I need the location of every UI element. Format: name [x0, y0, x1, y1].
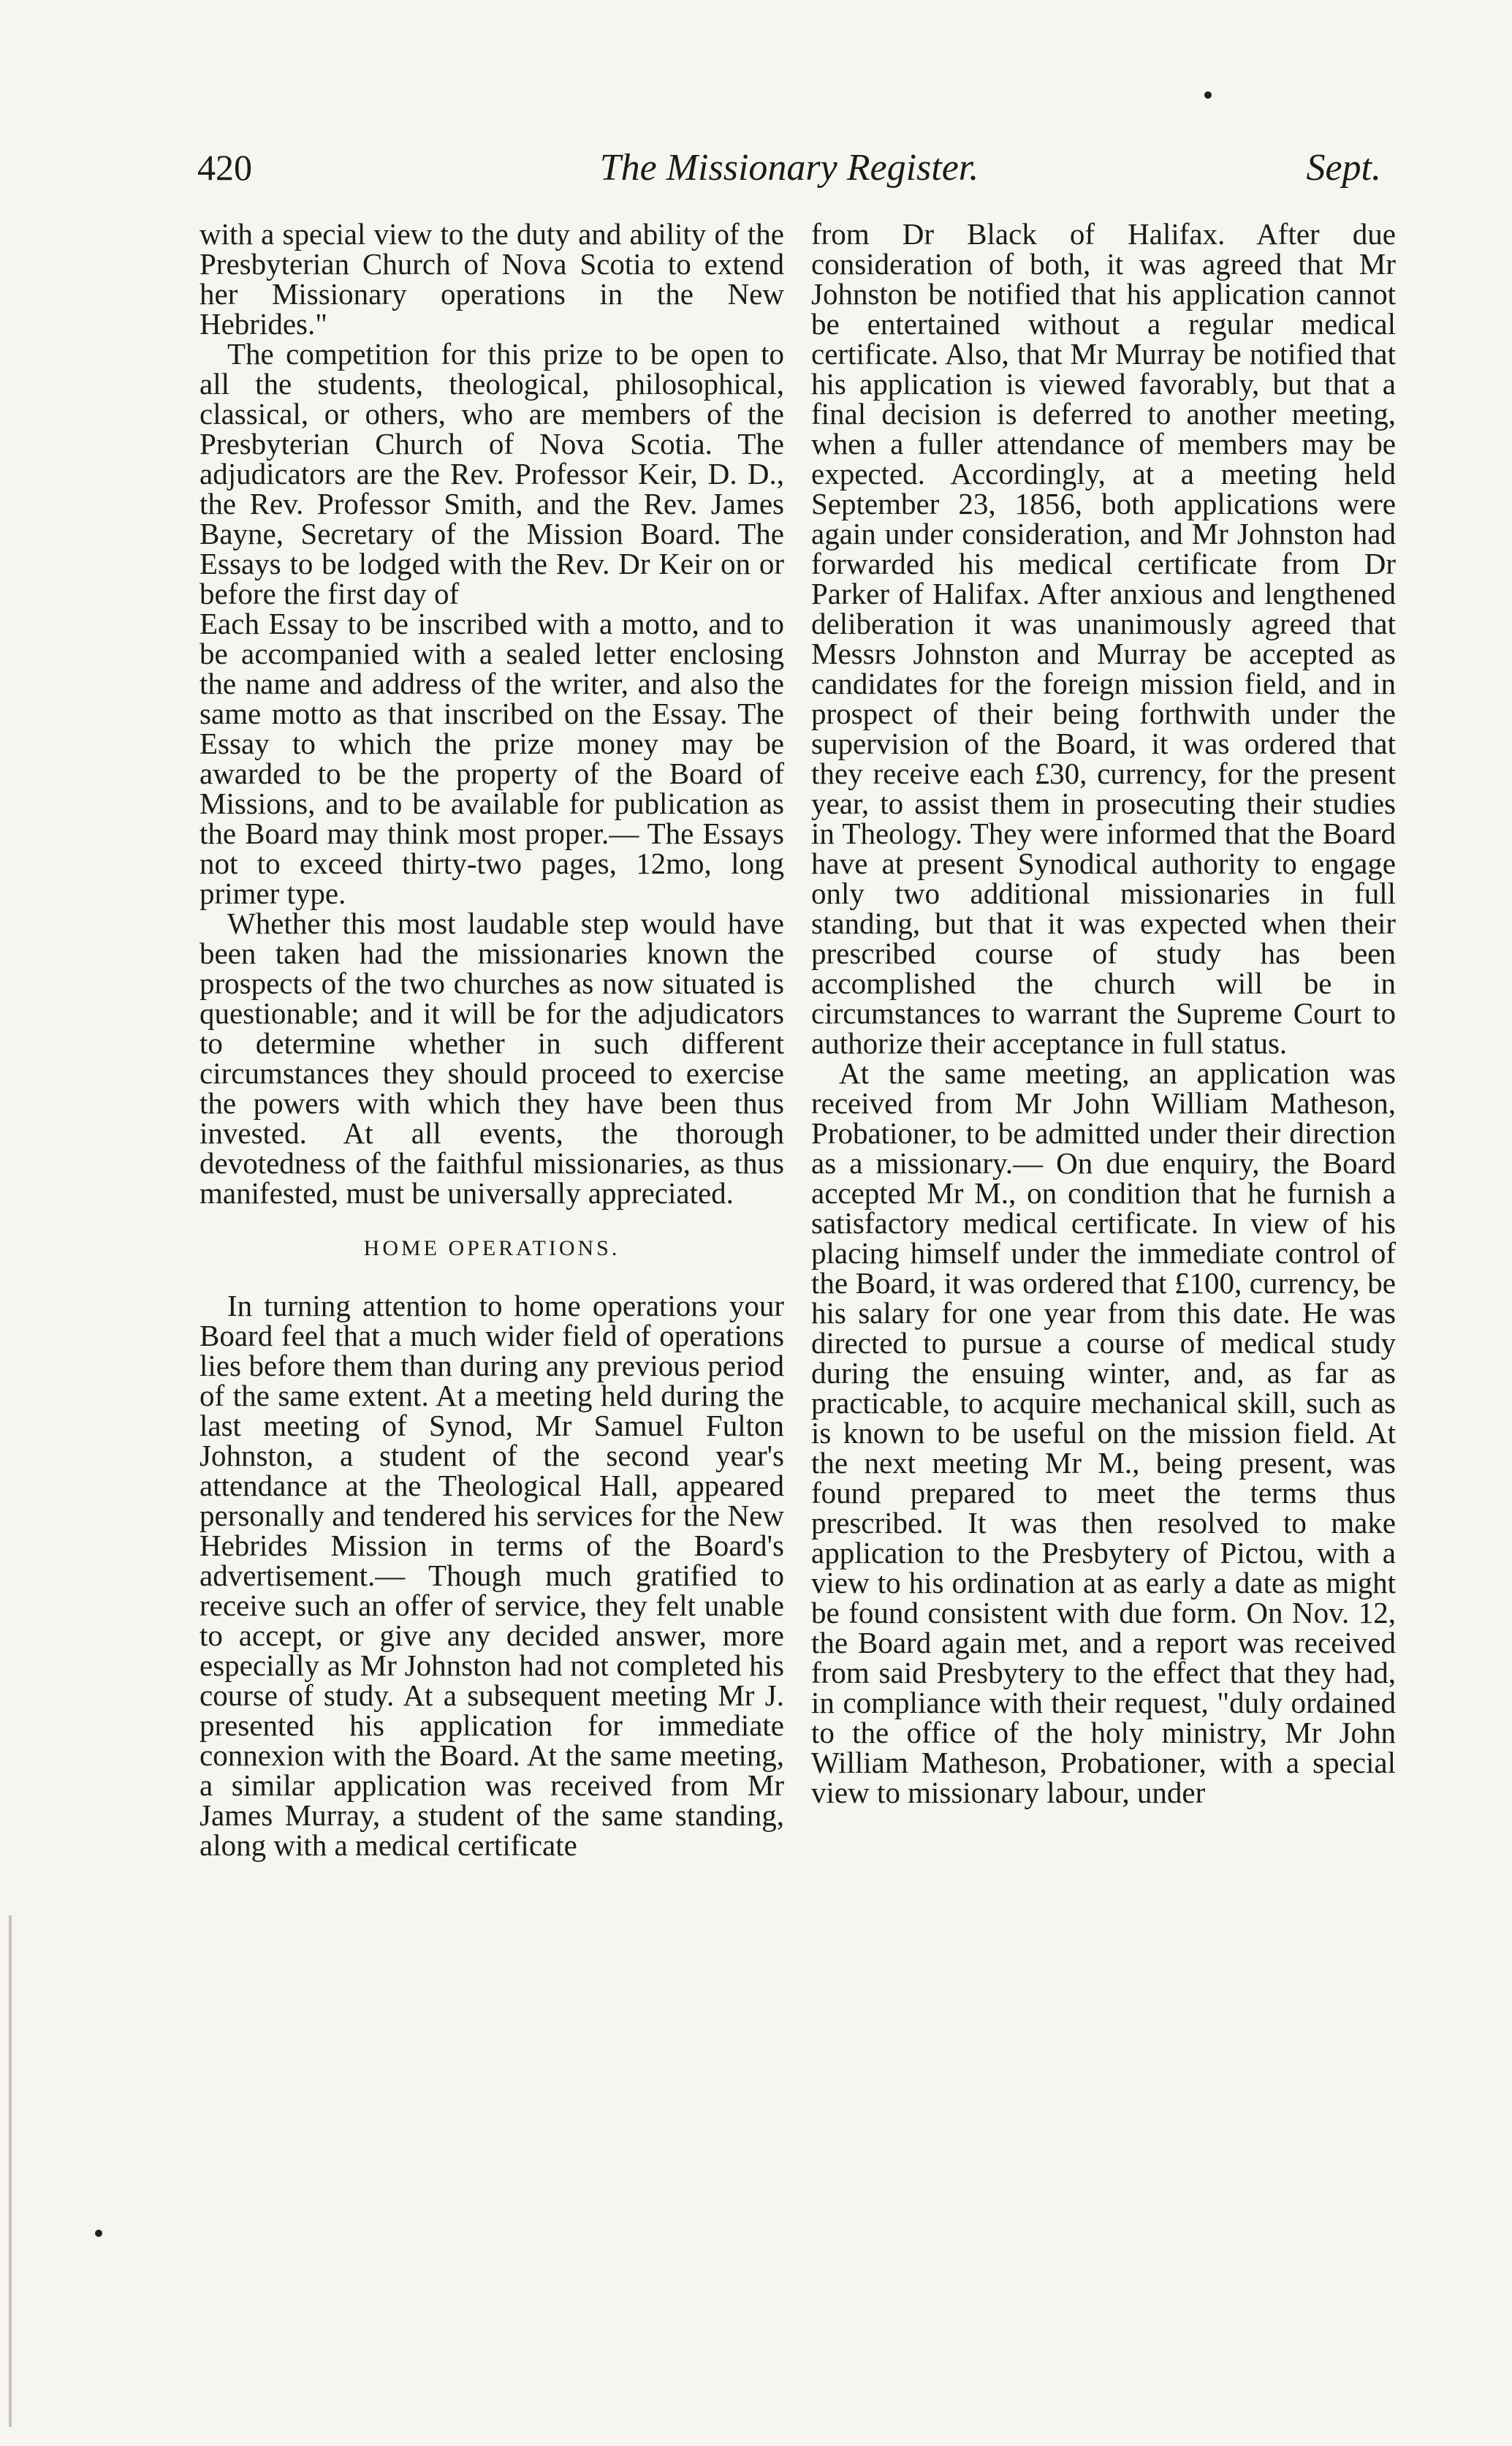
ink-spot [1204, 91, 1212, 99]
running-title: The Missionary Register. [599, 147, 979, 189]
paragraph: with a special view to the duty and ability of the Presbyterian Church of Nova Scotia to extend her Missionary operations in the New Hebrides." [200, 217, 784, 341]
running-month: Sept. [1306, 147, 1381, 189]
right-column [811, 219, 1396, 1808]
page-number: 420 [197, 147, 252, 188]
section-heading: HOME OPERATIONS. [363, 1236, 620, 1260]
paragraph: At the same meeting, an application was received from Mr John William Matheson, Probationer, to be admitted under their direction as a missionary.— On due enquiry, the Board accepted Mr M., on condition that he furnish a satisfactory medical certificate. In view of his placing himself under the immediate control of the Board, it was ordered that £100, currency, be his salary for one year from this date. He was directed to pursue a course of medical study during the ensuing winter, and, as far as practicable, to acquire mechanical skill, such as is known to be useful on the mission field. At the next meeting Mr M., being present, was found prepared to meet the terms thus prescribed. It was then resolved to make application to the Presbytery of Pictou, with a view to his ordination at as early a date as might be found consistent with due form. On Nov. 12, the Board again met, and a report was received from said Presbytery to the effect that they had, in compliance with their request, "duly ordained to the office of the holy ministry, Mr John William Matheson, Probationer, with a special view to missionary labour, under [811, 1056, 1396, 1809]
binding-edge-mark [9, 1915, 12, 2427]
paragraph: In turning attention to home operations your Board feel that a much wider field of operations lies before them than during any previous period of the same extent. At a meeting held during the last meeting of Synod, Mr Samuel Fulton Johnston, a student of the second year's attendance at the Theological Hall, appeared personally and tendered his services for the New Hebrides Mission in terms of the Board's advertisement.— Though much gratified to receive such an offer of service, they felt unable to accept, or give any decided answer, more especially as Mr Johnston had not completed his course of study. At a subsequent meeting Mr J. presented his application for immediate connexion with the Board. At the same meeting, a similar application was received from Mr James Murray, a student of the same standing, along with a medical certificate [200, 1289, 784, 1862]
ink-spot [95, 2230, 102, 2237]
paragraph: Whether this most laudable step would have been taken had the missionaries known the prospects of the two churches as now situated is questionable; and it will be for the adjudicators to determine whether in such different circumstances they should proceed to exercise the powers with which they have been thus invested. At all events, the thorough devotedness of the faithful missionaries, as thus manifested, must be universally appreciated. [200, 906, 784, 1210]
paragraph: Each Essay to be inscribed with a motto, and to be accompanied with a sealed letter enclosing the name and address of the writer, and also the same motto as that inscribed on the Essay. The Essay to which the prize money may be awarded to be the property of the Board of Missions, and to be available for publication as the Board may think most proper.— The Essays not to exceed thirty-two pages, 12mo, long primer type. [200, 607, 784, 910]
left-column [200, 219, 784, 1860]
paragraph: from Dr Black of Halifax. After due consideration of both, it was agreed that Mr Johnston be notified that his application cannot be entertained without a regular medical certificate. Also, that Mr Murray be notified that his application is viewed favorably, but that a final decision is deferred to another meeting, when a fuller attendance of members may be expected. Accordingly, at a meeting held September 23, 1856, both applications were again under consideration, and Mr Johnston had forwarded his medical certificate from Dr Parker of Halifax. After anxious and lengthened deliberation it was unanimously agreed that Messrs Johnston and Murray be accepted as candidates for the foreign mission field, and in prospect of their being forthwith under the supervision of the Board, it was ordered that they receive each £30, currency, for the present year, to assist them in prosecuting their studies in Theology. They were informed that the Board have at present Synodical authority to engage only two additional missionaries in full standing, but that it was expected when their prescribed course of study has been accomplished the church will be in circumstances to warrant the Supreme Court to authorize their acceptance in full status. [811, 217, 1396, 1060]
paragraph: The competition for this prize to be open to all the students, theological, philosophical, classical, or others, who are members of the Presbyterian Church of Nova Scotia. The adjudicators are the Rev. Professor Keir, D. D., the Rev. Professor Smith, and the Rev. James Bayne, Secretary of the Mission Board. The Essays to be lodged with the Rev. Dr Keir on or before the first day of [200, 337, 784, 610]
page-header [197, 146, 1381, 205]
